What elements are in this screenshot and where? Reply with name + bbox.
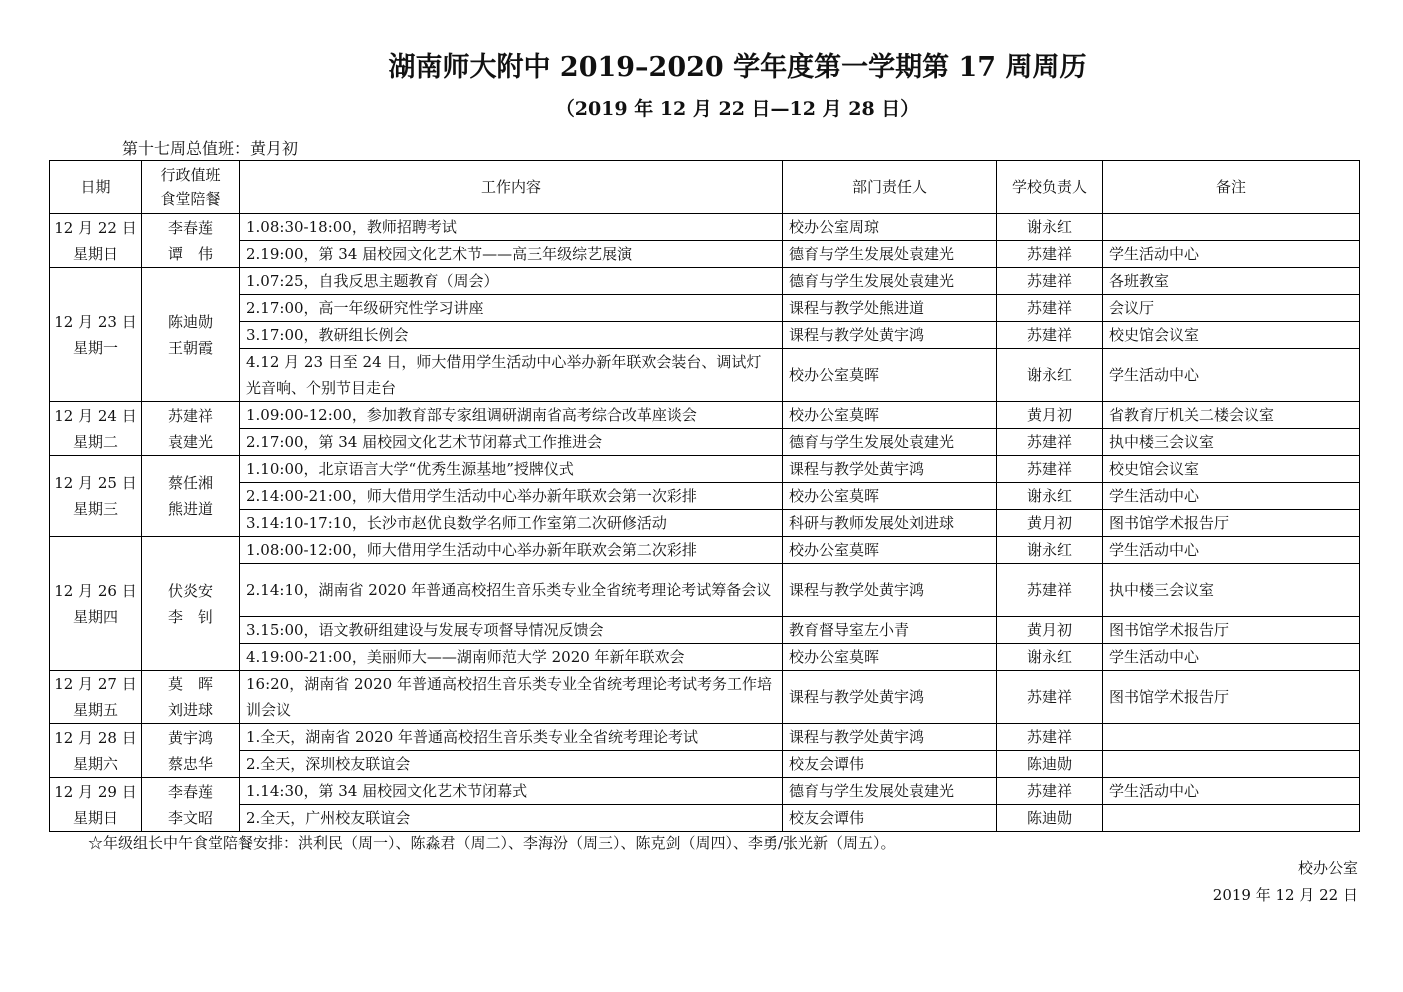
note-cell: 学生活动中心 (1103, 537, 1360, 564)
admin-cell (142, 456, 240, 537)
work-cell: 1.全天，湖南省 2020 年普通高校招生音乐类专业全省统考理论考试 (240, 724, 783, 751)
weekday-text: 星期日 (72, 244, 118, 263)
table-row (50, 671, 1360, 724)
admin-name: 刘进球 (167, 701, 213, 719)
note-cell: 校史馆会议室 (1103, 322, 1360, 349)
note-cell: 校史馆会议室 (1103, 456, 1360, 483)
work-cell: 2.17:00，第 34 届校园文化艺术节闭幕式工作推进会 (240, 429, 783, 456)
school-cell: 谢永红 (997, 349, 1103, 402)
weekday-text: 星期日 (72, 808, 118, 827)
admin-cell (142, 537, 240, 671)
dept-cell: 课程与教学处熊进道 (783, 295, 997, 322)
dept-cell: 德育与学生发展处袁建光 (783, 429, 997, 456)
table-row (50, 429, 1360, 456)
school-cell: 苏建祥 (997, 671, 1103, 724)
table-row (50, 295, 1360, 322)
work-cell: 3.17:00，教研组长例会 (240, 322, 783, 349)
admin-name: 陈迪勋 (167, 312, 213, 331)
work-cell: 4.12 月 23 日至 24 日，师大借用学生活动中心举办新年联欢会装台、调试灯光音响、个别节目走台 (240, 349, 783, 402)
admin-name: 李 钊 (167, 607, 213, 626)
admin-name: 莫 晖 (167, 675, 213, 693)
note-cell (1103, 805, 1360, 832)
header-admin-line1: 行政值班 (160, 166, 221, 184)
date-cell (50, 724, 142, 778)
header-admin-line2: 食堂陪餐 (160, 190, 221, 208)
table-row (50, 724, 1360, 751)
note-cell: 会议厅 (1103, 295, 1360, 322)
date-cell (50, 402, 142, 456)
school-cell: 苏建祥 (997, 564, 1103, 617)
table-row (50, 214, 1360, 241)
school-cell: 苏建祥 (997, 778, 1103, 805)
date-text: 12 月 28 日 (54, 728, 137, 747)
work-cell: 1.08:30-18:00，教师招聘考试 (240, 214, 783, 241)
work-cell: 16:20，湖南省 2020 年普通高校招生音乐类专业全省统考理论考试考务工作培训会议 (240, 671, 783, 724)
dept-cell: 科研与教师发展处刘进球 (783, 510, 997, 537)
school-cell: 苏建祥 (997, 724, 1103, 751)
admin-cell (142, 214, 240, 268)
table-row (50, 483, 1360, 510)
work-cell: 2.全天，深圳校友联谊会 (240, 751, 783, 778)
work-cell: 1.09:00-12:00，参加教育部专家组调研湖南省高考综合改革座谈会 (240, 402, 783, 429)
work-cell: 1.07:25，自我反思主题教育（周会） (240, 268, 783, 295)
header-date: 日期 (50, 161, 142, 214)
dept-cell: 教育督导室左小青 (783, 617, 997, 644)
header-note: 备注 (1103, 161, 1360, 214)
admin-name: 蔡忠华 (167, 754, 213, 773)
work-cell: 2.14:00-21:00，师大借用学生活动中心举办新年联欢会第一次彩排 (240, 483, 783, 510)
duty-officer: 第十七周总值班：黄月初 (122, 139, 299, 158)
work-cell: 3.14:10-17:10，长沙市赵优良数学名师工作室第二次研修活动 (240, 510, 783, 537)
date-text: 12 月 23 日 (54, 312, 137, 331)
school-cell: 黄月初 (997, 510, 1103, 537)
table-row (50, 778, 1360, 805)
admin-name: 谭 伟 (167, 244, 213, 263)
page-subtitle: （2019 年 12 月 22 日—12 月 28 日） (555, 98, 920, 120)
page-title: 湖南师大附中 2019–2020 学年度第一学期第 17 周周历 (388, 52, 1087, 83)
schedule-body (50, 214, 1360, 832)
date-cell (50, 268, 142, 402)
dept-cell: 课程与教学处黄宇鸿 (783, 564, 997, 617)
school-cell: 黄月初 (997, 402, 1103, 429)
work-cell: 2.17:00，高一年级研究性学习讲座 (240, 295, 783, 322)
date-text: 12 月 24 日 (54, 406, 137, 425)
admin-name: 苏建祥 (167, 406, 213, 425)
admin-cell (142, 402, 240, 456)
dept-cell: 校办公室莫晖 (783, 537, 997, 564)
dept-cell: 校办公室莫晖 (783, 483, 997, 510)
admin-name: 李春莲 (167, 218, 213, 237)
table-row (50, 349, 1360, 402)
weekday-text: 星期二 (72, 432, 118, 451)
admin-cell (142, 671, 240, 724)
table-row (50, 402, 1360, 429)
note-cell: 图书馆学术报告厅 (1103, 510, 1360, 537)
school-cell: 苏建祥 (997, 429, 1103, 456)
school-cell: 苏建祥 (997, 241, 1103, 268)
dept-cell: 德育与学生发展处袁建光 (783, 778, 997, 805)
table-row (50, 241, 1360, 268)
table-row (50, 644, 1360, 671)
admin-name: 李春莲 (167, 782, 213, 801)
table-row (50, 805, 1360, 832)
dept-cell: 课程与教学处黄宇鸿 (783, 456, 997, 483)
table-row (50, 510, 1360, 537)
dept-cell: 校友会谭伟 (783, 805, 997, 832)
note-cell: 学生活动中心 (1103, 349, 1360, 402)
table-row (50, 564, 1360, 617)
work-cell: 2.14:10，湖南省 2020 年普通高校招生音乐类专业全省统考理论考试筹备会议 (240, 564, 783, 617)
school-cell: 苏建祥 (997, 268, 1103, 295)
dept-cell: 校办公室莫晖 (783, 349, 997, 402)
date-text: 12 月 27 日 (54, 675, 137, 693)
school-cell: 谢永红 (997, 483, 1103, 510)
weekday-text: 星期三 (72, 500, 118, 518)
schedule-table (49, 160, 1360, 832)
date-cell (50, 456, 142, 537)
note-cell: 执中楼三会议室 (1103, 429, 1360, 456)
note-cell: 各班教室 (1103, 268, 1360, 295)
school-cell: 苏建祥 (997, 322, 1103, 349)
dept-cell: 校办公室莫晖 (783, 644, 997, 671)
date-cell (50, 537, 142, 671)
date-cell (50, 671, 142, 724)
table-row (50, 537, 1360, 564)
header-dept: 部门责任人 (783, 161, 997, 214)
weekday-text: 星期四 (72, 607, 118, 626)
school-cell: 苏建祥 (997, 295, 1103, 322)
school-cell: 陈迪勋 (997, 751, 1103, 778)
school-cell: 谢永红 (997, 214, 1103, 241)
canteen-footnote: ☆年级组长中午食堂陪餐安排：洪利民（周一）、陈淼君（周二）、李海汾（周三）、陈克剑（周四）、李勇/张光新（周五）。 (88, 834, 896, 852)
header-work: 工作内容 (240, 161, 783, 214)
note-cell: 学生活动中心 (1103, 644, 1360, 671)
header-school: 学校负责人 (997, 161, 1103, 214)
date-cell (50, 214, 142, 268)
dept-cell: 德育与学生发展处袁建光 (783, 268, 997, 295)
date-cell (50, 778, 142, 832)
note-cell: 学生活动中心 (1103, 778, 1360, 805)
dept-cell: 校友会谭伟 (783, 751, 997, 778)
note-cell: 学生活动中心 (1103, 483, 1360, 510)
date-text: 12 月 26 日 (54, 581, 137, 600)
school-cell: 陈迪勋 (997, 805, 1103, 832)
issuing-office: 校办公室 (1297, 859, 1358, 877)
table-header-row (50, 161, 1360, 214)
work-cell: 1.08:00-12:00，师大借用学生活动中心举办新年联欢会第二次彩排 (240, 537, 783, 564)
school-cell: 黄月初 (997, 617, 1103, 644)
admin-name: 蔡任湘 (167, 474, 213, 492)
work-cell: 2.全天，广州校友联谊会 (240, 805, 783, 832)
admin-name: 熊进道 (167, 500, 213, 518)
weekday-text: 星期五 (72, 701, 118, 719)
work-cell: 2.19:00，第 34 届校园文化艺术节——高三年级综艺展演 (240, 241, 783, 268)
header-admin (142, 161, 240, 214)
date-text: 12 月 25 日 (54, 474, 137, 492)
dept-cell: 课程与教学处黄宇鸿 (783, 671, 997, 724)
work-cell: 1.14:30，第 34 届校园文化艺术节闭幕式 (240, 778, 783, 805)
school-cell: 苏建祥 (997, 456, 1103, 483)
admin-name: 李文昭 (167, 808, 213, 827)
date-text: 12 月 29 日 (54, 782, 137, 801)
admin-name: 王朝霞 (167, 338, 213, 357)
admin-name: 黄宇鸿 (167, 728, 213, 747)
table-row (50, 617, 1360, 644)
admin-cell (142, 778, 240, 832)
work-cell: 3.15:00，语文教研组建设与发展专项督导情况反馈会 (240, 617, 783, 644)
date-text: 12 月 22 日 (54, 218, 137, 237)
dept-cell: 德育与学生发展处袁建光 (783, 241, 997, 268)
note-cell: 图书馆学术报告厅 (1103, 671, 1360, 724)
admin-name: 袁建光 (167, 432, 213, 451)
school-cell: 谢永红 (997, 537, 1103, 564)
note-cell: 执中楼三会议室 (1103, 564, 1360, 617)
admin-cell (142, 724, 240, 778)
note-cell (1103, 724, 1360, 751)
admin-cell (142, 268, 240, 402)
table-row (50, 322, 1360, 349)
work-cell: 4.19:00-21:00，美丽师大——湖南师范大学 2020 年新年联欢会 (240, 644, 783, 671)
note-cell (1103, 214, 1360, 241)
table-row (50, 751, 1360, 778)
weekday-text: 星期一 (72, 338, 118, 357)
dept-cell: 课程与教学处黄宇鸿 (783, 322, 997, 349)
note-cell: 图书馆学术报告厅 (1103, 617, 1360, 644)
work-cell: 1.10:00，北京语言大学“优秀生源基地”授牌仪式 (240, 456, 783, 483)
note-cell: 学生活动中心 (1103, 241, 1360, 268)
admin-name: 伏炎安 (167, 581, 213, 600)
dept-cell: 课程与教学处黄宇鸿 (783, 724, 997, 751)
table-row (50, 456, 1360, 483)
dept-cell: 校办公室周琼 (783, 214, 997, 241)
weekday-text: 星期六 (72, 754, 118, 773)
school-cell: 谢永红 (997, 644, 1103, 671)
table-row (50, 268, 1360, 295)
issue-date: 2019 年 12 月 22 日 (1212, 886, 1358, 904)
dept-cell: 校办公室莫晖 (783, 402, 997, 429)
note-cell (1103, 751, 1360, 778)
note-cell: 省教育厅机关二楼会议室 (1103, 402, 1360, 429)
